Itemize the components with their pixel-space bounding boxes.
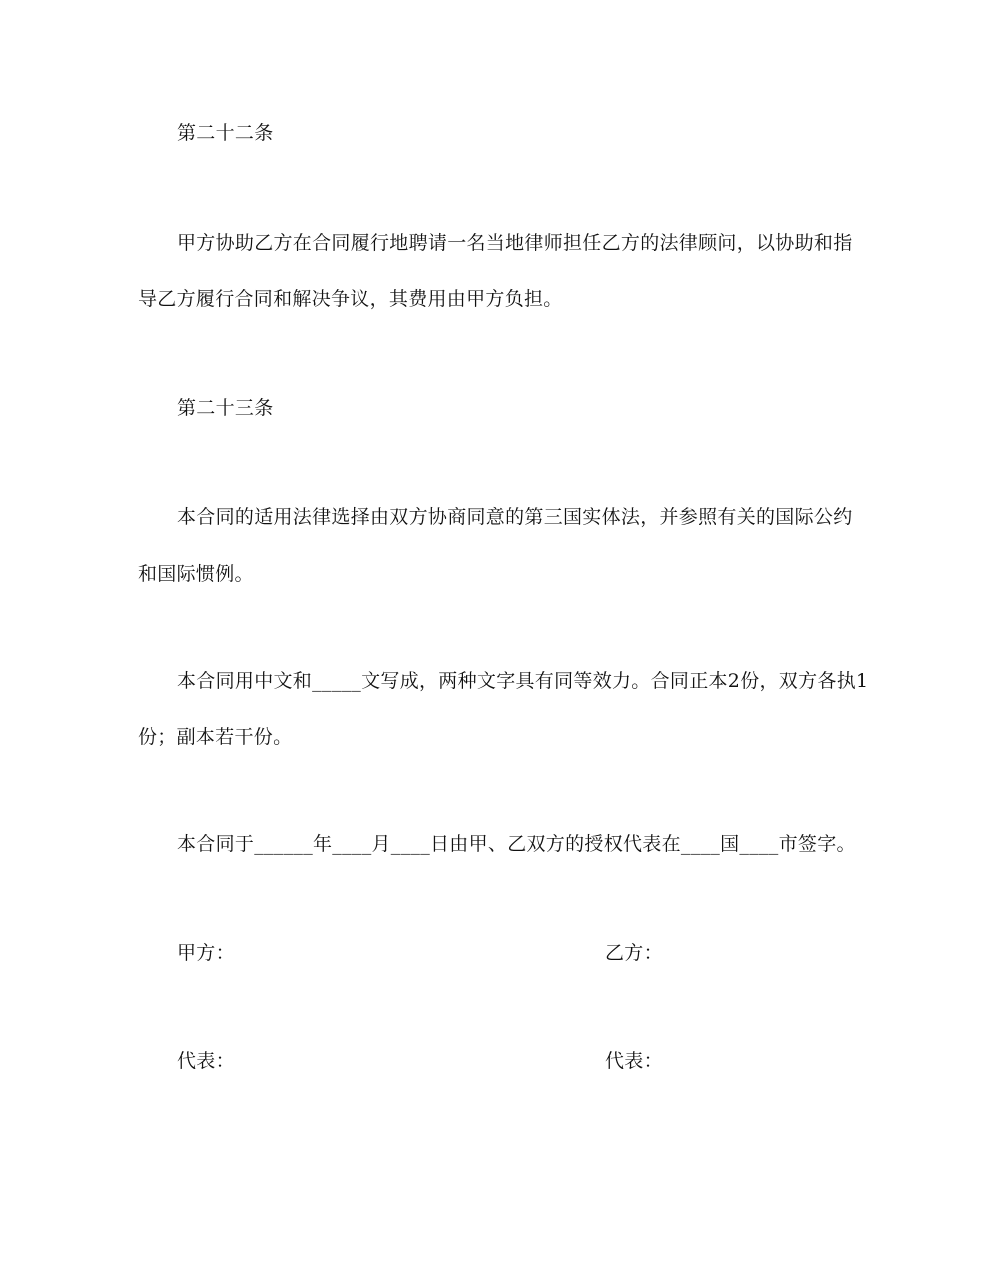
party-a-representative-label: 代表：	[177, 1050, 235, 1072]
party-a-label: 甲方：	[177, 942, 235, 964]
article-23-text-line-2: 和国际惯例。	[138, 563, 254, 585]
article-23-text-line-1: 本合同的适用法律选择由双方协商同意的第三国实体法，并参照有关的国际公约	[177, 506, 853, 528]
article-22-text-line-1: 甲方协助乙方在合同履行地聘请一名当地律师担任乙方的法律顾问，以协助和指	[177, 232, 853, 254]
party-b-label: 乙方：	[605, 942, 663, 964]
article-22-text-line-2: 导乙方履行合同和解决争议，其费用由甲方负担。	[138, 288, 563, 310]
signing-clause: 本合同于______年____月____日由甲、乙双方的授权代表在____国____市签字。	[177, 833, 856, 855]
languages-clause-line-1: 本合同用中文和_____文写成，两种文字具有同等效力。合同正本2份，双方各执1	[177, 670, 869, 692]
article-23-heading: 第二十三条	[177, 397, 274, 419]
languages-clause-line-2: 份；副本若干份。	[138, 726, 293, 748]
party-b-representative-label: 代表：	[605, 1050, 663, 1072]
article-22-heading: 第二十二条	[177, 122, 274, 144]
